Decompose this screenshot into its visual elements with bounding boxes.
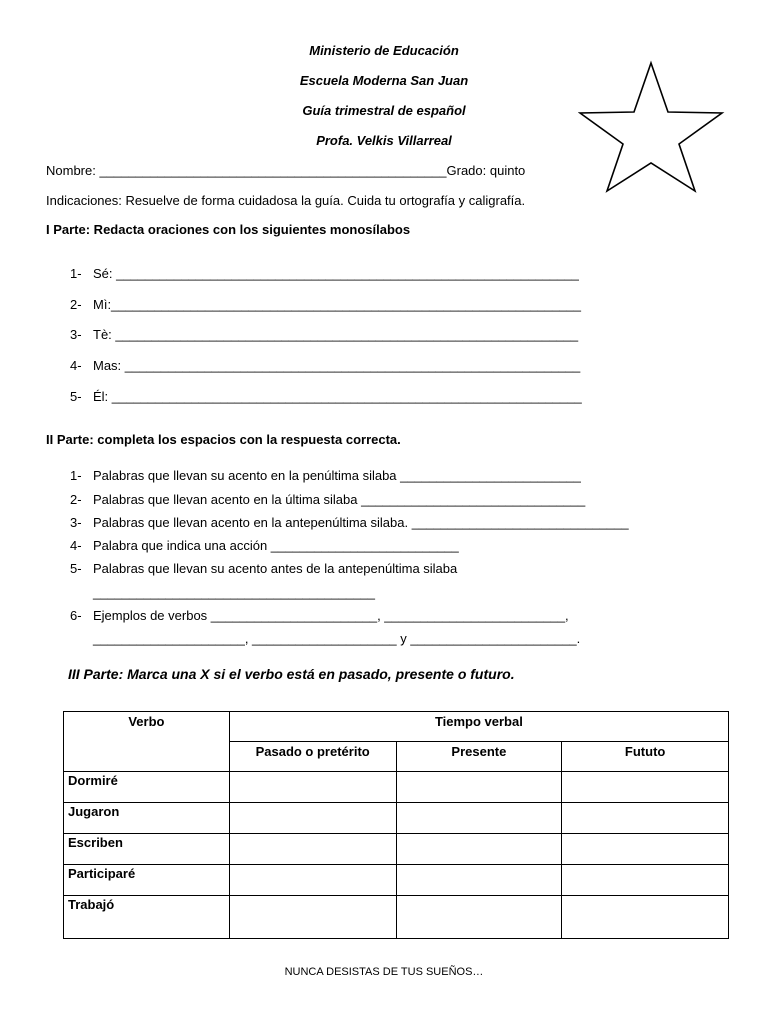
item-number: 1-: [70, 266, 82, 281]
header-teacher: Profa. Velkis Villarreal: [316, 133, 452, 148]
part1-item: [0, 327, 768, 345]
part1-item: [0, 297, 768, 315]
part2-item: [0, 468, 768, 486]
answer-cell[interactable]: [396, 896, 562, 939]
header-ministry: Ministerio de Educación: [309, 43, 459, 58]
verb-cell: Dormiré: [64, 772, 230, 803]
name-label: Nombre:: [46, 163, 100, 178]
item-number: 1-: [70, 468, 82, 483]
item-text[interactable]: Ejemplos de verbos _______________________, _________________________,: [93, 608, 569, 623]
part2-title: II Parte: completa los espacios con la respuesta correcta.: [46, 432, 401, 447]
item-text[interactable]: Él: _________________________________________________________________: [93, 389, 582, 404]
answer-cell[interactable]: [562, 834, 729, 865]
answer-cell[interactable]: [562, 803, 729, 834]
answer-cell[interactable]: [229, 865, 396, 896]
table-row: [64, 834, 729, 865]
item-number: 4-: [70, 538, 82, 553]
item-number: 5-: [70, 389, 82, 404]
part2-item: [0, 608, 768, 626]
item-number: 3-: [70, 327, 82, 342]
header-school: Escuela Moderna San Juan: [299, 73, 469, 88]
item-text[interactable]: Palabras que llevan acento en la antepenúltima silaba. ______________________________: [93, 515, 629, 530]
name-line: [46, 163, 525, 178]
footer-motto: NUNCA DESISTAS DE TUS SUEÑOS…: [284, 966, 484, 978]
column-header-present: Presente: [396, 742, 562, 772]
item-text: Palabras que llevan su acento antes de la antepenúltima silaba: [93, 561, 458, 576]
answer-cell[interactable]: [229, 772, 396, 803]
part1-item: [0, 266, 768, 284]
answer-cell[interactable]: [229, 896, 396, 939]
verb-cell: Jugaron: [64, 803, 230, 834]
column-header-past: Pasado o pretérito: [229, 742, 396, 772]
part2-item: [0, 631, 768, 649]
item-number: 2-: [70, 492, 82, 507]
item-text[interactable]: Palabras que llevan acento en la última silaba _______________________________: [93, 492, 586, 507]
part1-title: I Parte: Redacta oraciones con los siguientes monosílabos: [46, 222, 411, 237]
answer-cell[interactable]: [396, 772, 562, 803]
table-row: [64, 803, 729, 834]
item-text[interactable]: _______________________________________: [93, 585, 375, 600]
item-text[interactable]: Palabras que llevan su acento en la penúltima silaba _________________________: [93, 468, 581, 483]
answer-cell[interactable]: [229, 803, 396, 834]
verb-cell: Escriben: [64, 834, 230, 865]
part2-item: [0, 515, 768, 533]
table-row: [64, 896, 729, 939]
item-number: 2-: [70, 297, 82, 312]
star-icon: [578, 60, 726, 194]
part2-item: [0, 492, 768, 510]
grade-label: Grado: quinto: [446, 163, 526, 178]
verb-tense-table: [63, 711, 729, 939]
table-row: [64, 865, 729, 896]
part2-item: [0, 585, 768, 603]
item-number: 4-: [70, 358, 82, 373]
item-text[interactable]: _____________________, ____________________ y _______________________.: [93, 631, 581, 646]
answer-cell[interactable]: [562, 772, 729, 803]
item-number: 6-: [70, 608, 82, 623]
item-text[interactable]: Sé: ________________________________________________________________: [93, 266, 579, 281]
part2-item: [0, 538, 768, 556]
item-text[interactable]: Mas: _______________________________________________________________: [93, 358, 581, 373]
verb-cell: Participaré: [64, 865, 230, 896]
verb-header: Verbo: [64, 712, 230, 772]
instructions: Indicaciones: Resuelve de forma cuidadosa la guía. Cuida tu ortografía y caligrafía.: [46, 193, 526, 208]
answer-cell[interactable]: [396, 803, 562, 834]
name-blank[interactable]: ________________________________________________: [99, 163, 447, 178]
answer-cell[interactable]: [396, 865, 562, 896]
verb-cell: Trabajó: [64, 896, 230, 939]
part2-item: [0, 561, 768, 579]
part1-item: [0, 389, 768, 407]
table-row: [64, 772, 729, 803]
answer-cell[interactable]: [229, 834, 396, 865]
item-text[interactable]: Mì:_________________________________________________________________: [93, 297, 582, 312]
part1-item: [0, 358, 768, 376]
header-guide: Guía trimestral de español: [302, 103, 466, 118]
answer-cell[interactable]: [562, 865, 729, 896]
part3-title: III Parte: Marca una X si el verbo está en pasado, presente o futuro.: [68, 666, 515, 682]
answer-cell[interactable]: [396, 834, 562, 865]
tense-header: Tiempo verbal: [229, 712, 728, 742]
item-text[interactable]: Palabra que indica una acción __________________________: [93, 538, 459, 553]
item-number: 5-: [70, 561, 82, 576]
item-text[interactable]: Tè: ________________________________________________________________: [93, 327, 579, 342]
answer-cell[interactable]: [562, 896, 729, 939]
column-header-future: Fututo: [562, 742, 729, 772]
item-number: 3-: [70, 515, 82, 530]
